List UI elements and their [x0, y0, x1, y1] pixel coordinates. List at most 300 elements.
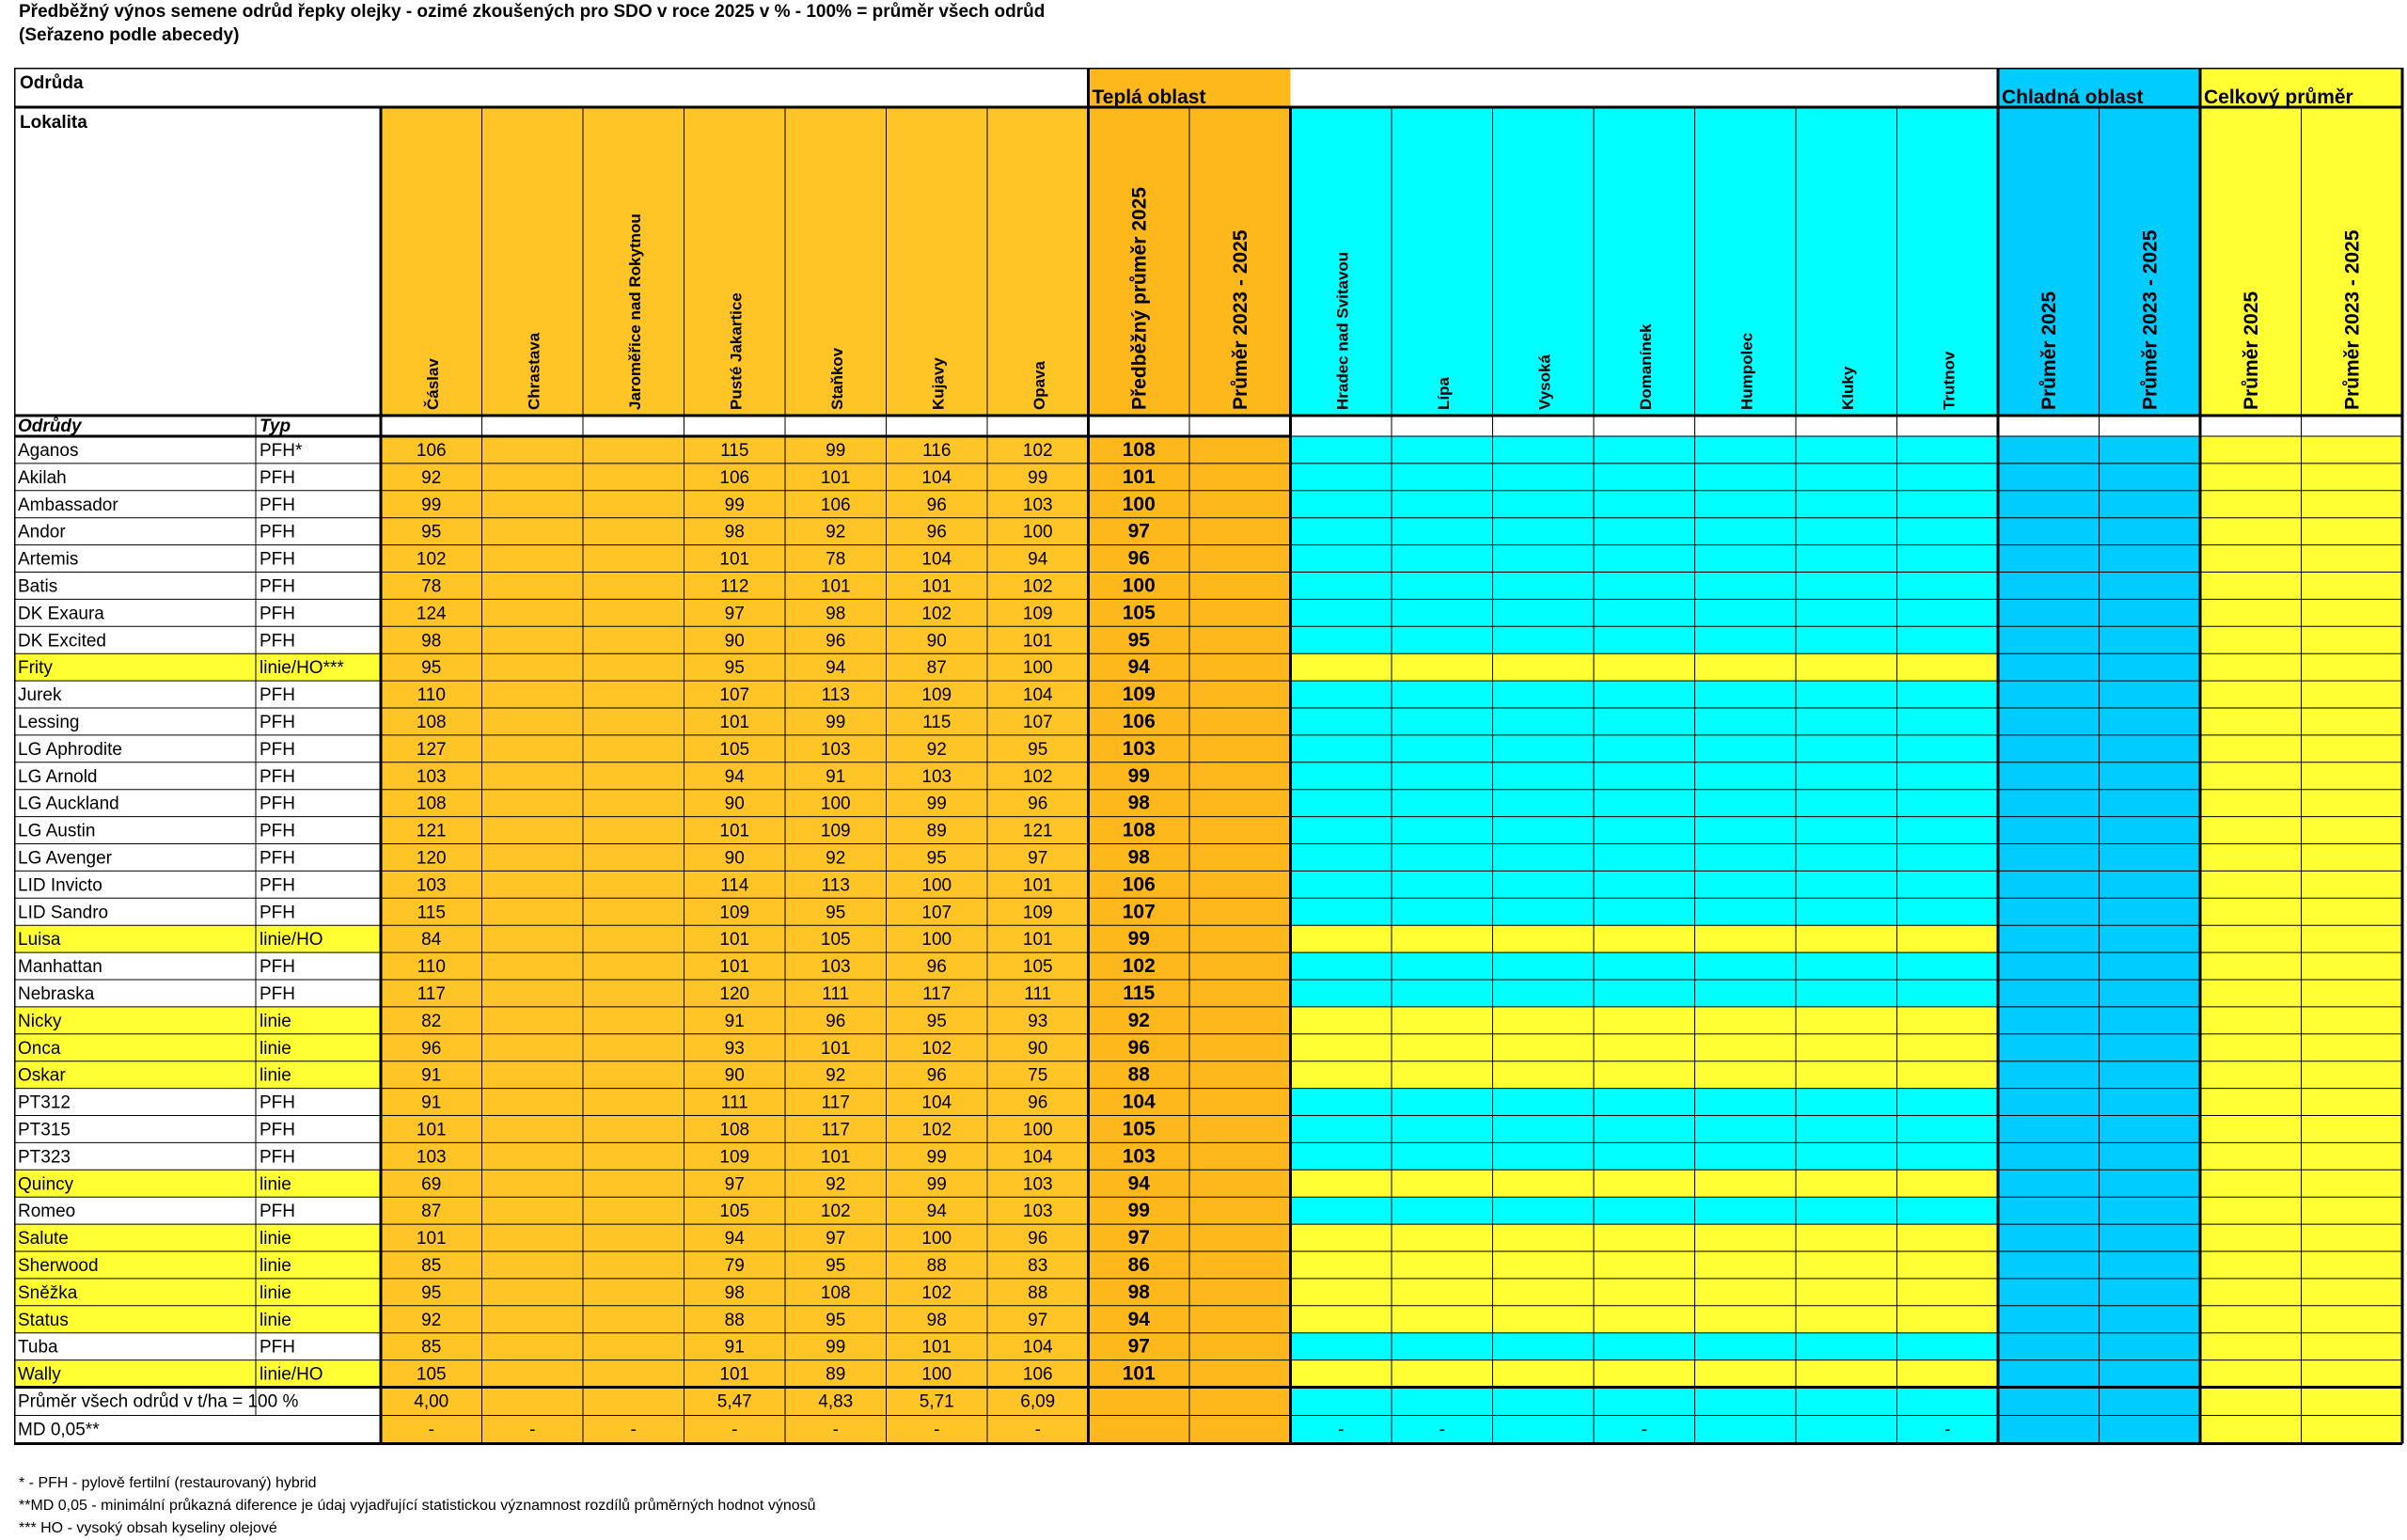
variety-type: PFH	[260, 875, 295, 896]
yield-value: 106	[820, 495, 851, 515]
variety-name: Nebraska	[18, 984, 95, 1004]
column-header-label: Staňkov	[827, 347, 846, 410]
data-cell-bg	[2200, 980, 2302, 1007]
avg-2025-value: 102	[1122, 955, 1156, 978]
data-cell-bg	[1998, 681, 2100, 708]
data-cell-bg	[1189, 1034, 1291, 1061]
data-cell-bg	[1695, 762, 1797, 790]
yield-value: 90	[724, 631, 745, 652]
yield-value: 111	[720, 1092, 748, 1113]
data-cell-bg	[2302, 1224, 2403, 1251]
variety-type: PFH	[260, 766, 295, 787]
data-cell-bg	[1998, 817, 2100, 844]
data-cell-bg	[1493, 1360, 1595, 1388]
data-cell-bg	[2100, 844, 2201, 872]
yield-value: 115	[417, 903, 446, 923]
yield-value: 102	[416, 549, 447, 570]
footnote-md: **MD 0,05 - minimální průkazná diference je údaj vyjadřující statistickou významnost rozdílů průměrných hodnot výnosů	[19, 1498, 816, 1514]
data-cell-bg	[2100, 1034, 2201, 1061]
data-cell-bg	[1998, 1034, 2100, 1061]
yield-value: 100	[1022, 658, 1053, 679]
data-cell-bg	[482, 762, 584, 790]
data-cell-bg	[1796, 1360, 1897, 1388]
data-cell-bg	[1189, 573, 1291, 600]
data-cell-bg	[1897, 1306, 1999, 1333]
data-cell-bg	[1493, 980, 1595, 1007]
data-cell-bg	[2302, 573, 2403, 600]
variety-name: Onca	[18, 1038, 61, 1059]
avg-2025-value: 97	[1127, 520, 1150, 542]
yield-value: 108	[416, 794, 447, 814]
data-cell-bg	[1796, 653, 1897, 681]
variety-name: Andor	[18, 522, 66, 542]
variety-name: Tuba	[18, 1337, 58, 1358]
data-cell-bg	[1998, 1089, 2100, 1116]
data-cell-bg	[1189, 518, 1291, 545]
yield-value: 90	[724, 1065, 745, 1086]
data-cell-bg	[482, 790, 584, 817]
data-cell-bg	[482, 653, 584, 681]
yield-value: 97	[1028, 848, 1048, 869]
data-cell-bg	[1998, 653, 2100, 681]
region-cold-label: Chladná oblast	[2002, 86, 2144, 108]
data-cell-bg	[583, 735, 684, 762]
avg-2025-value: 99	[1127, 928, 1150, 951]
yield-value: 108	[719, 1120, 750, 1140]
data-cell-bg	[2302, 952, 2403, 980]
data-cell-bg	[2302, 980, 2403, 1007]
data-cell-bg	[1493, 762, 1595, 790]
data-cell-bg	[2100, 626, 2201, 653]
column-header-label: Chrastava	[525, 332, 543, 410]
data-cell-bg	[2100, 464, 2201, 491]
variety-name: LG Austin	[18, 821, 96, 841]
data-cell-bg	[583, 708, 684, 735]
data-cell-bg	[1392, 573, 1493, 600]
data-cell-bg	[1695, 1142, 1797, 1170]
yield-value: 101	[820, 1147, 851, 1168]
data-cell-bg	[583, 573, 684, 600]
yield-value: 90	[724, 794, 745, 814]
header-odruda: Odrůda	[20, 73, 84, 93]
avg-2025-value: 98	[1127, 1281, 1150, 1303]
yield-value: 96	[926, 1065, 947, 1086]
data-cell-bg	[482, 573, 584, 600]
yield-value: 103	[416, 875, 447, 896]
data-cell-bg	[583, 599, 684, 626]
data-cell-bg	[1796, 545, 1897, 573]
summary-cell-bg	[2200, 1388, 2302, 1416]
yield-table-grid	[14, 68, 2407, 1450]
data-cell-bg	[1392, 735, 1493, 762]
data-cell-bg	[1998, 952, 2100, 980]
data-cell-bg	[2302, 762, 2403, 790]
data-cell-bg	[2200, 1306, 2302, 1333]
yield-value: 101	[820, 467, 851, 488]
yield-value: 96	[1028, 1092, 1048, 1113]
data-cell-bg	[2200, 1034, 2302, 1061]
data-cell-bg	[583, 626, 684, 653]
yield-value: 79	[724, 1256, 745, 1276]
data-cell-bg	[2100, 898, 2201, 925]
data-cell-bg	[1291, 1197, 1392, 1224]
data-cell-bg	[482, 817, 584, 844]
yield-value: 92	[826, 848, 846, 869]
data-cell-bg	[1291, 1306, 1392, 1333]
data-cell-bg	[1998, 545, 2100, 573]
data-cell-bg	[1392, 626, 1493, 653]
data-cell-bg	[1291, 626, 1392, 653]
data-cell-bg	[1291, 653, 1392, 681]
yield-value: 98	[724, 1282, 745, 1303]
variety-type: PFH	[260, 631, 295, 652]
data-cell-bg	[1897, 1061, 1999, 1089]
data-cell-bg	[1998, 491, 2100, 518]
data-cell-bg	[1796, 925, 1897, 952]
yield-value: 87	[926, 658, 947, 679]
data-cell-bg	[1695, 735, 1797, 762]
yield-value: 107	[921, 903, 952, 923]
summary-cell-bg	[1291, 1388, 1392, 1416]
data-cell-bg	[1594, 1116, 1695, 1143]
yield-value: 93	[724, 1038, 745, 1059]
data-cell-bg	[2100, 1170, 2201, 1197]
variety-name: Ambassador	[18, 495, 118, 515]
column-header-label: Trutnov	[1940, 351, 1959, 410]
yield-value: 103	[416, 766, 447, 787]
data-cell-bg	[2302, 1251, 2403, 1279]
data-cell-bg	[1392, 871, 1493, 898]
data-cell-bg	[583, 491, 684, 518]
data-cell-bg	[583, 1007, 684, 1034]
yield-value: 95	[421, 658, 442, 679]
data-cell-bg	[2302, 1333, 2403, 1360]
data-cell-bg	[1594, 464, 1695, 491]
data-cell-bg	[1493, 1142, 1595, 1170]
data-cell-bg	[482, 518, 584, 545]
data-cell-bg	[2100, 1089, 2201, 1116]
data-cell-bg	[2200, 925, 2302, 952]
data-cell-bg	[1291, 898, 1392, 925]
yield-value: 105	[1022, 957, 1053, 978]
avg-2025-value: 96	[1127, 1036, 1150, 1059]
data-cell-bg	[1897, 491, 1999, 518]
data-cell-bg	[1594, 925, 1695, 952]
yield-value: 100	[1022, 1120, 1053, 1140]
data-cell-bg	[1695, 1251, 1797, 1279]
yield-value: 102	[820, 1202, 851, 1222]
data-cell-bg	[1493, 952, 1595, 980]
data-cell-bg	[1695, 1034, 1797, 1061]
yield-value: 96	[826, 631, 846, 652]
variety-type: PFH	[260, 903, 295, 923]
data-cell-bg	[1695, 626, 1797, 653]
data-cell-bg	[1594, 1007, 1695, 1034]
yield-value: 112	[720, 576, 749, 597]
data-cell-bg	[482, 1034, 584, 1061]
data-cell-bg	[1897, 1007, 1999, 1034]
data-cell-bg	[1796, 681, 1897, 708]
data-cell-bg	[1897, 573, 1999, 600]
data-cell-bg	[482, 1360, 584, 1388]
yield-value: 101	[719, 1364, 750, 1385]
data-cell-bg	[2200, 1142, 2302, 1170]
yield-value: 92	[421, 1310, 442, 1330]
yield-value: 94	[926, 1202, 947, 1222]
yield-value: 121	[1022, 821, 1053, 841]
variety-name: LID Invicto	[18, 875, 102, 896]
md-row-value: -	[1034, 1420, 1041, 1440]
variety-name: Sherwood	[18, 1256, 99, 1276]
data-cell-bg	[1796, 790, 1897, 817]
data-cell-bg	[583, 844, 684, 872]
data-cell-bg	[1291, 1116, 1392, 1143]
data-cell-bg	[1493, 1116, 1595, 1143]
data-cell-bg	[1594, 980, 1695, 1007]
data-cell-bg	[2100, 1007, 2201, 1034]
data-cell-bg	[583, 1116, 684, 1143]
variety-name: DK Excited	[18, 631, 106, 652]
yield-value: 101	[921, 576, 952, 597]
data-cell-bg	[1897, 871, 1999, 898]
data-cell-bg	[1189, 1251, 1291, 1279]
column-header-label: Průměr 2025	[2240, 291, 2262, 410]
data-cell-bg	[2302, 871, 2403, 898]
data-cell-bg	[1897, 1116, 1999, 1143]
data-cell-bg	[1594, 436, 1695, 464]
data-cell-bg	[1392, 1360, 1493, 1388]
row-highlight	[14, 1034, 381, 1061]
variety-name: Frity	[18, 658, 53, 679]
data-cell-bg	[1392, 1251, 1493, 1279]
data-cell-bg	[1998, 844, 2100, 872]
data-cell-bg	[2100, 1197, 2201, 1224]
row-highlight	[14, 1061, 381, 1089]
yield-value: 87	[421, 1202, 442, 1222]
data-cell-bg	[1796, 708, 1897, 735]
variety-type: PFH	[260, 984, 295, 1004]
data-cell-bg	[1695, 1089, 1797, 1116]
data-cell-bg	[2302, 599, 2403, 626]
variety-name: Oskar	[18, 1065, 66, 1086]
data-cell-bg	[1493, 735, 1595, 762]
data-cell-bg	[1493, 653, 1595, 681]
column-header-label: Pusté Jakartice	[727, 292, 746, 410]
data-cell-bg	[1897, 1224, 1999, 1251]
yield-value: 101	[820, 576, 851, 597]
md-row-value: -	[934, 1420, 940, 1440]
variety-type: linie/HO***	[260, 658, 344, 679]
variety-name: Lessing	[18, 713, 80, 732]
yield-value: 117	[417, 984, 446, 1004]
data-cell-bg	[583, 762, 684, 790]
data-cell-bg	[1998, 1197, 2100, 1224]
yield-value: 120	[719, 984, 750, 1004]
data-cell-bg	[2302, 1279, 2403, 1306]
data-cell-bg	[1392, 925, 1493, 952]
data-cell-bg	[1594, 1197, 1695, 1224]
data-cell-bg	[2200, 952, 2302, 980]
data-cell-bg	[1594, 599, 1695, 626]
data-cell-bg	[1594, 681, 1695, 708]
data-cell-bg	[1392, 1116, 1493, 1143]
data-cell-bg	[1291, 545, 1392, 573]
yield-value: 98	[826, 604, 846, 624]
md-row-value: -	[1439, 1420, 1445, 1440]
data-cell-bg	[2100, 1360, 2201, 1388]
yield-value: 94	[1028, 549, 1048, 570]
page-title	[19, 0, 1045, 47]
yield-value: 106	[416, 441, 447, 461]
avg-2025-value: 94	[1127, 1172, 1150, 1195]
data-cell-bg	[1392, 790, 1493, 817]
data-cell-bg	[1189, 1089, 1291, 1116]
yield-value: 109	[719, 903, 750, 923]
data-cell-bg	[1897, 925, 1999, 952]
yield-value: 90	[1028, 1038, 1048, 1059]
data-cell-bg	[2200, 545, 2302, 573]
data-cell-bg	[482, 925, 584, 952]
column-header-bg	[1392, 107, 1493, 416]
yield-value: 91	[724, 1011, 745, 1031]
data-cell-bg	[2200, 1197, 2302, 1224]
avg-2025-value: 98	[1127, 792, 1150, 814]
data-cell-bg	[1695, 708, 1797, 735]
yield-value: 102	[1022, 766, 1053, 787]
data-cell-bg	[2302, 1197, 2403, 1224]
yield-value: 113	[821, 875, 850, 896]
data-cell-bg	[1291, 1224, 1392, 1251]
avg-2025-value: 106	[1122, 873, 1156, 896]
data-cell-bg	[1695, 681, 1797, 708]
data-cell-bg	[1392, 762, 1493, 790]
data-cell-bg	[1189, 491, 1291, 518]
data-cell-bg	[1897, 681, 1999, 708]
data-cell-bg	[1796, 436, 1897, 464]
variety-name: Status	[18, 1310, 69, 1330]
variety-type: linie	[260, 1174, 291, 1195]
data-cell-bg	[482, 844, 584, 872]
variety-type: PFH	[260, 1337, 295, 1358]
yield-value: 96	[926, 522, 947, 542]
md-row-label: MD 0,05**	[18, 1420, 100, 1440]
data-cell-bg	[1695, 925, 1797, 952]
data-cell-bg	[2100, 952, 2201, 980]
data-cell-bg	[1594, 1224, 1695, 1251]
data-cell-bg	[1897, 735, 1999, 762]
data-cell-bg	[1291, 1089, 1392, 1116]
data-cell-bg	[1189, 1116, 1291, 1143]
yield-value: 101	[1022, 631, 1053, 652]
yield-value: 109	[820, 821, 851, 841]
data-cell-bg	[583, 1142, 684, 1170]
yield-value: 97	[724, 604, 745, 624]
data-cell-bg	[1998, 573, 2100, 600]
data-cell-bg	[1998, 1333, 2100, 1360]
data-cell-bg	[1493, 1170, 1595, 1197]
data-cell-bg	[1392, 464, 1493, 491]
data-cell-bg	[1695, 1197, 1797, 1224]
data-cell-bg	[1291, 1360, 1392, 1388]
data-cell-bg	[1998, 436, 2100, 464]
data-cell-bg	[1392, 1034, 1493, 1061]
data-cell-bg	[1897, 1170, 1999, 1197]
data-cell-bg	[2200, 844, 2302, 872]
data-cell-bg	[1695, 599, 1797, 626]
data-cell-bg	[1796, 1224, 1897, 1251]
data-cell-bg	[2200, 518, 2302, 545]
variety-name: LG Arnold	[18, 766, 98, 787]
data-cell-bg	[1291, 1333, 1392, 1360]
yield-value: 95	[1028, 739, 1048, 760]
yield-value: 99	[826, 441, 846, 461]
data-cell-bg	[2302, 545, 2403, 573]
yield-value: 91	[421, 1065, 442, 1086]
data-cell-bg	[1493, 573, 1595, 600]
column-header-label: Domanínek	[1636, 323, 1655, 410]
column-header-label: Vysoká	[1535, 354, 1554, 410]
data-cell-bg	[1189, 1306, 1291, 1333]
data-cell-bg	[1695, 1170, 1797, 1197]
data-cell-bg	[1897, 790, 1999, 817]
data-cell-bg	[2302, 1142, 2403, 1170]
yield-value: 102	[1022, 441, 1053, 461]
yield-value: 69	[421, 1174, 442, 1195]
data-cell-bg	[1594, 817, 1695, 844]
avg-2025-value: 106	[1122, 711, 1156, 732]
variety-type: PFH*	[260, 441, 303, 461]
data-cell-bg	[1392, 1170, 1493, 1197]
summary-cell-bg	[2100, 1388, 2201, 1416]
data-cell-bg	[2302, 1089, 2403, 1116]
avg-2025-value: 94	[1127, 1308, 1150, 1330]
data-cell-bg	[1189, 762, 1291, 790]
data-cell-bg	[482, 871, 584, 898]
data-cell-bg	[1291, 491, 1392, 518]
data-cell-bg	[583, 1333, 684, 1360]
data-cell-bg	[583, 681, 684, 708]
data-cell-bg	[583, 1279, 684, 1306]
yield-value: 95	[421, 1282, 442, 1303]
data-cell-bg	[1189, 1007, 1291, 1034]
region-total-label: Celkový průměr	[2204, 86, 2353, 108]
yield-value: 85	[421, 1256, 442, 1276]
data-cell-bg	[1897, 762, 1999, 790]
yield-value: 114	[720, 875, 749, 896]
column-header-label: Hradec nad Svitavou	[1333, 251, 1352, 410]
yield-value: 117	[821, 1120, 850, 1140]
variety-type: PFH	[260, 1120, 295, 1140]
yield-value: 98	[926, 1310, 947, 1330]
avg-2025-value: 103	[1122, 737, 1156, 760]
variety-type: PFH	[260, 1202, 295, 1222]
data-cell-bg	[2302, 491, 2403, 518]
yield-value: 99	[1028, 467, 1048, 488]
column-header-label: Kujavy	[929, 357, 948, 410]
data-cell-bg	[1594, 1142, 1695, 1170]
data-cell-bg	[2100, 436, 2201, 464]
variety-name: Salute	[18, 1229, 69, 1249]
data-cell-bg	[1998, 708, 2100, 735]
data-cell-bg	[1695, 1306, 1797, 1333]
data-cell-bg	[1897, 653, 1999, 681]
data-cell-bg	[482, 1224, 584, 1251]
data-cell-bg	[1695, 653, 1797, 681]
yield-value: 95	[926, 1011, 947, 1031]
yield-value: 101	[719, 713, 750, 732]
data-cell-bg	[1998, 1170, 2100, 1197]
data-cell-bg	[1291, 1251, 1392, 1279]
